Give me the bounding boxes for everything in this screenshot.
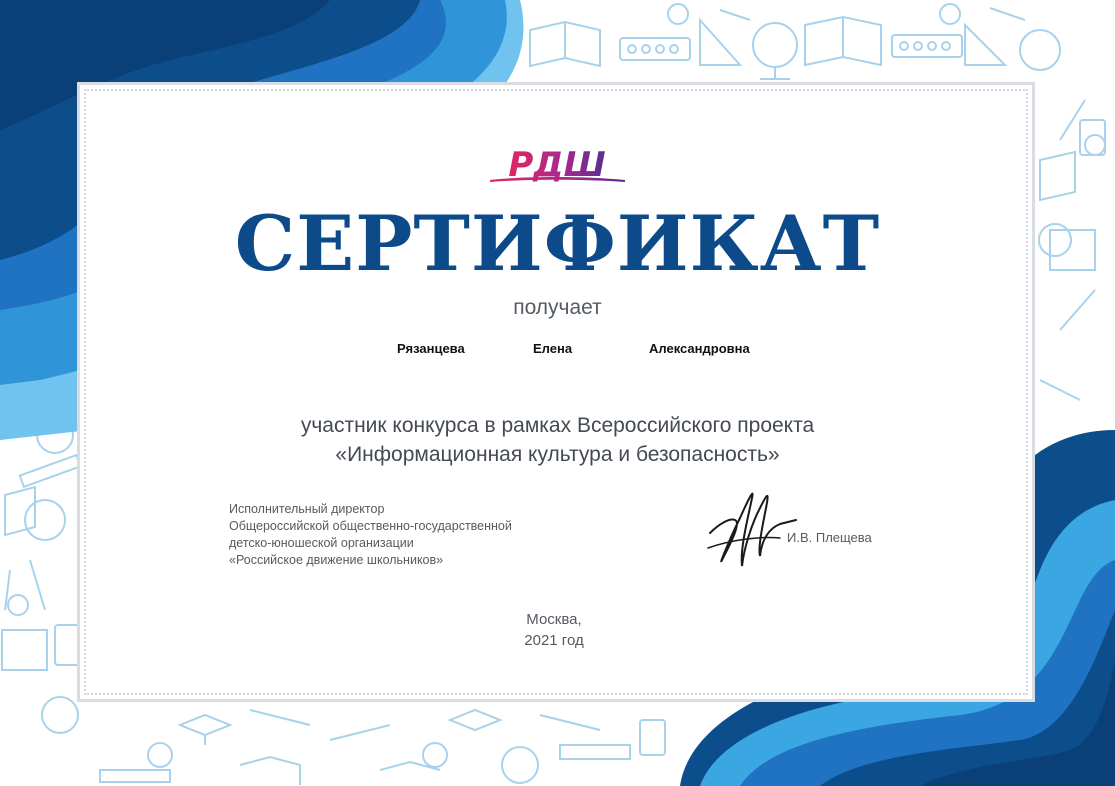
director-title-line-4: «Российское движение школьников» [229, 553, 444, 567]
book-icon [805, 17, 881, 65]
logo-text: РДШ [508, 145, 606, 185]
description-line-1: участник конкурса в рамках Всероссийского проекта [300, 414, 815, 437]
paint-palette-icon [42, 697, 78, 733]
triangle-ruler-icon [965, 25, 1005, 65]
paint-palette-icon [892, 35, 962, 57]
signer-name: И.В. Плещева [787, 530, 872, 545]
description-line-2: «Информационная культура и безопасность» [335, 443, 780, 466]
year: 2021 год [524, 632, 584, 649]
handwritten-signature [700, 478, 810, 573]
pencil-icon [250, 710, 600, 740]
receives-label: получает [513, 296, 602, 319]
director-title-line-3: детско-юношеской организации [229, 536, 414, 550]
graduation-cap-icon [180, 710, 500, 745]
city: Москва, [526, 611, 582, 628]
apple-icon [668, 4, 960, 24]
director-title-line-1: Исполнительный директор [229, 502, 385, 516]
pencil-icon [5, 560, 45, 610]
globe-icon [1020, 30, 1060, 70]
globe-icon [502, 747, 538, 783]
book-icon [530, 22, 600, 66]
globe-icon [753, 23, 797, 79]
ruler-icon [100, 745, 630, 782]
recipient-patronymic: Александровна [649, 341, 750, 356]
certificate-title: СЕРТИФИКАТ [234, 199, 881, 288]
calculator-icon [640, 720, 665, 755]
apple-icon [1085, 135, 1105, 155]
triangle-ruler-icon [700, 20, 740, 65]
recipient-surname: Рязанцева [397, 341, 465, 356]
director-title-line-2: Общероссийской общественно-государственной [229, 519, 512, 533]
book-icon [240, 757, 440, 785]
globe-icon [25, 500, 65, 540]
paint-palette-icon [620, 38, 690, 60]
rdsh-logo [485, 140, 630, 188]
recipient-first-name: Елена [533, 341, 573, 356]
